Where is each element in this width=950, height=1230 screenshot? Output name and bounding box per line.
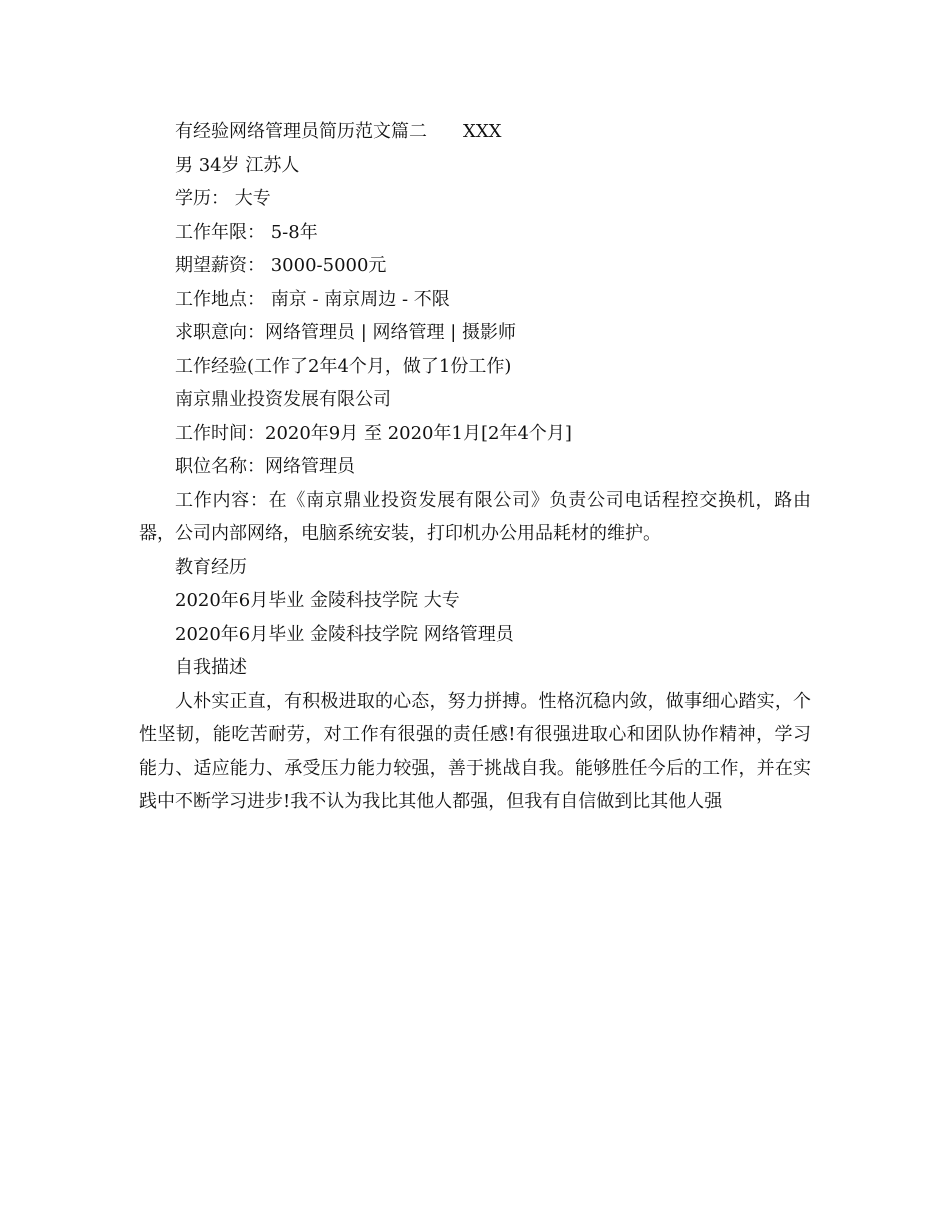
work-experience-heading: 工作经验(工作了2年4个月，做了1份工作) bbox=[175, 355, 512, 377]
work-years: 工作年限： 5-8年 bbox=[175, 221, 318, 243]
self-description-heading: 自我描述 bbox=[175, 657, 247, 678]
title-line bbox=[139, 115, 819, 149]
basic-info: 男 34岁 江苏人 bbox=[175, 154, 300, 176]
document-title: 有经验网络管理员简历范文篇二 bbox=[175, 121, 427, 142]
company-name: 南京鼎业投资发展有限公司 bbox=[175, 389, 391, 410]
self-description: 人朴实正直，有积极进取的心态，努力拼搏。性格沉稳内敛，做事细心踏实，个性坚韧，能吃苦耐劳，对工作有很强的责任感!有很强进取心和团队协作精神，学习能力、适应能力、承受压力能力较强，善于挑战自我。能够胜任今后的工作，并在实践中不断学习进步!我不认为我比其他人都强，但我有自信做到比其他人强 bbox=[139, 690, 811, 812]
work-location: 工作地点： 南京 - 南京周边 - 不限 bbox=[175, 288, 450, 310]
education-heading: 教育经历 bbox=[175, 556, 247, 578]
work-period: 工作时间：2020年9月 至 2020年1月[2年4个月] bbox=[175, 422, 572, 444]
resume-content bbox=[139, 115, 819, 819]
expected-salary: 期望薪资： 3000-5000元 bbox=[175, 255, 387, 276]
position-title: 职位名称：网络管理员 bbox=[175, 456, 355, 477]
job-content: 工作内容：在《南京鼎业投资发展有限公司》负责公司电话程控交换机，路由器，公司内部网络，电脑系统安装，打印机办公用品耗材的维护。 bbox=[139, 489, 811, 544]
education-item: 2020年6月毕业 金陵科技学院 大专 bbox=[175, 590, 460, 611]
education-level: 学历： 大专 bbox=[175, 188, 271, 209]
candidate-name: XXX bbox=[463, 121, 502, 142]
education-item: 2020年6月毕业 金陵科技学院 网络管理员 bbox=[175, 623, 514, 645]
job-intention: 求职意向：网络管理员 | 网络管理 | 摄影师 bbox=[175, 322, 517, 343]
